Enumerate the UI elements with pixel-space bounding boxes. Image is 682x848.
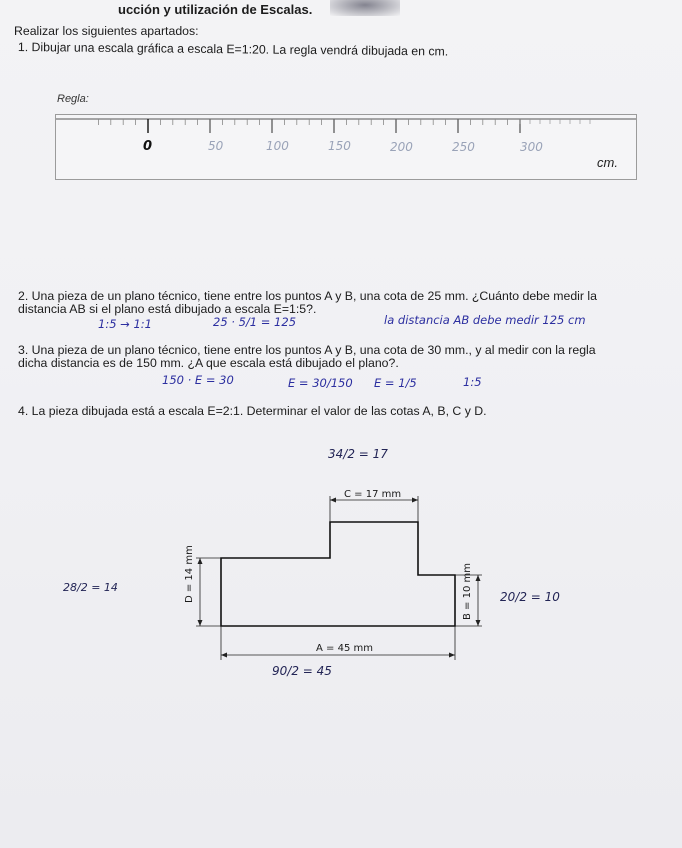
question-2-line-2: distancia AB si el plano está dibujado a escala E=1:5?.: [18, 302, 317, 316]
q2-answer-calc: 25 · 5/1 = 125: [213, 315, 297, 329]
question-3-line-2: dicha distancia es de 150 mm. ¿A que escala está dibujado el plano?.: [18, 356, 399, 370]
q2-answer-scale: 1:5 → 1:1: [98, 317, 152, 331]
q4-calc-b: 20/2 = 10: [500, 590, 560, 604]
dimension-label-c: C = 17 mm: [344, 489, 402, 500]
question-1-text: 1. Dibujar una escala gráfica a escala E=1:20. La regla vendrá dibujada en cm.: [17, 40, 449, 59]
ruler-unit-label: cm.: [597, 155, 618, 170]
q3-answer-simplified: E = 1/5: [374, 376, 417, 390]
tick-label-50: 50: [208, 139, 224, 153]
q4-calc-a: 90/2 = 45: [272, 664, 332, 678]
page-title: ucción y utilización de Escalas.: [118, 2, 313, 17]
q4-calc-d: 28/2 = 14: [63, 581, 118, 594]
question-2-line-1: 2. Una pieza de un plano técnico, tiene entre los puntos A y B, una cota de 25 mm. ¿Cuánto debe medir la: [18, 289, 597, 303]
ruler-label: Regla:: [57, 93, 89, 105]
piece-outline: [221, 522, 455, 626]
tick-label-200: 200: [390, 140, 413, 154]
question-4-text: 4. La pieza dibujada está a escala E=2:1. Determinar el valor de las cotas A, B, C y D.: [18, 404, 487, 418]
tick-label-0: 0: [143, 139, 153, 154]
dimension-label-a: A = 45 mm: [316, 643, 373, 654]
q3-answer-fraction: E = 30/150: [288, 376, 353, 390]
dimension-label-d: D = 14 mm: [184, 545, 195, 603]
q2-answer-sentence: la distancia AB debe medir 125 cm: [384, 313, 586, 327]
tick-label-150: 150: [328, 139, 351, 153]
tick-label-100: 100: [266, 139, 289, 153]
question-3-line-1: 3. Una pieza de un plano técnico, tiene entre los puntos A y B, una cota de 30 mm., y al medir con la regla: [18, 343, 596, 357]
dimension-label-b: B = 10 mm: [462, 563, 473, 620]
tick-label-300: 300: [520, 140, 543, 154]
intro-text: Realizar los siguientes apartados:: [14, 24, 199, 38]
q3-answer-eq: 150 · E = 30: [162, 373, 234, 387]
q4-calc-c: 34/2 = 17: [328, 447, 388, 461]
tick-label-250: 250: [452, 140, 475, 154]
q3-answer-ratio: 1:5: [463, 375, 482, 389]
